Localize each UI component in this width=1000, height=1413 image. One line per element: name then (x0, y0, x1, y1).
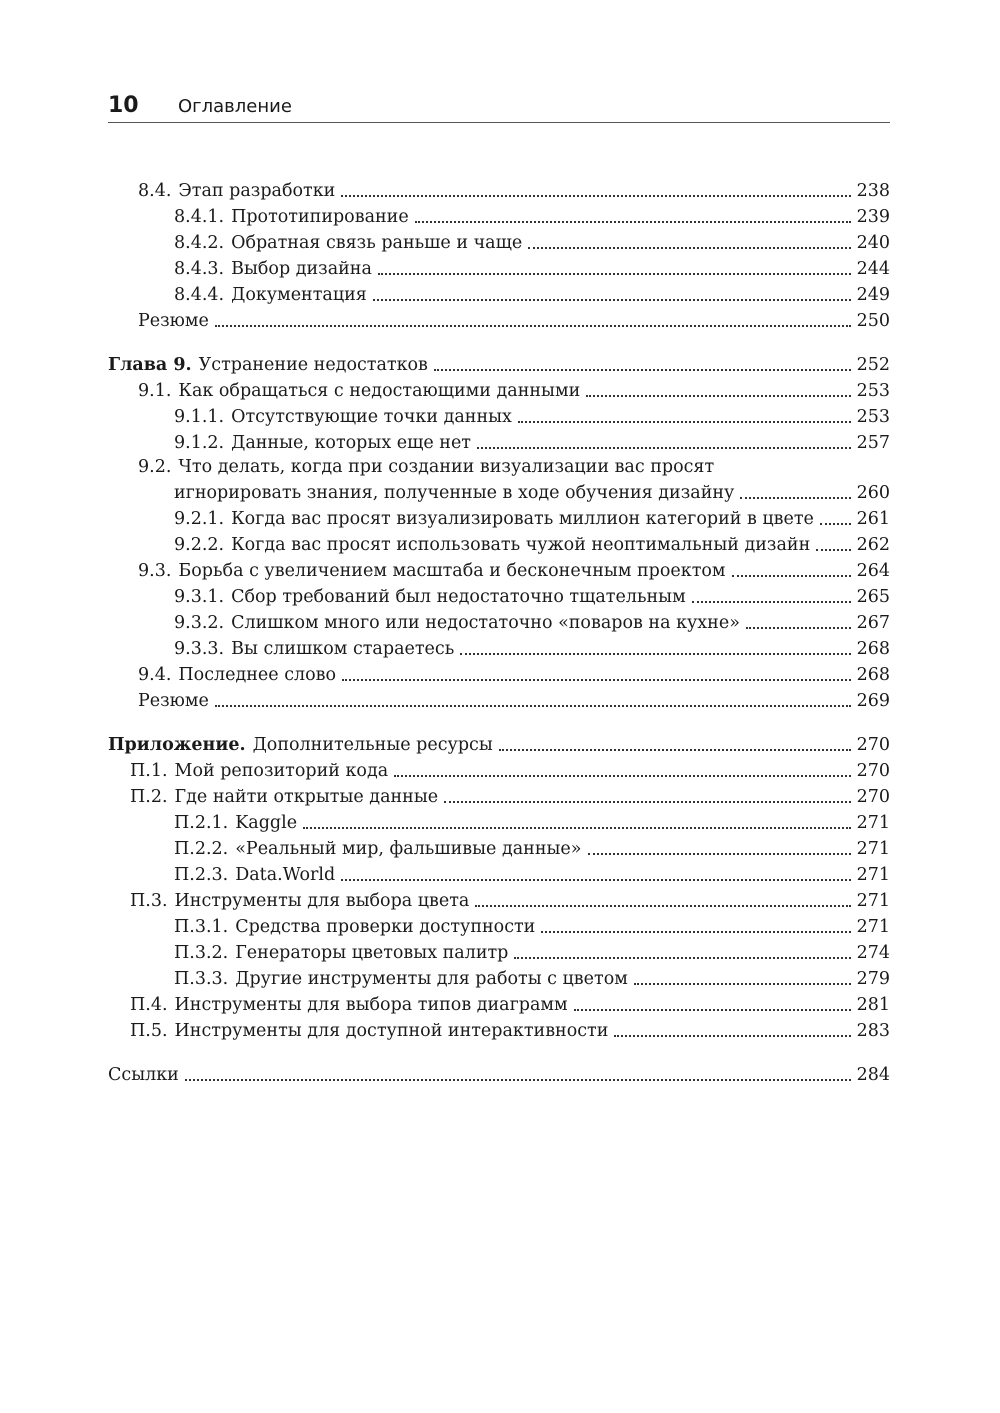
toc-entry-9-2-continued[interactable] (108, 480, 890, 506)
toc-entry-page: 274 (856, 943, 890, 963)
dot-leader (185, 1078, 851, 1081)
toc-entry-page: 253 (856, 381, 890, 401)
running-title: Оглавление (178, 96, 292, 117)
dot-leader (341, 878, 850, 881)
toc-entry-p-3-2[interactable] (108, 940, 890, 966)
toc-entry-page: 260 (856, 483, 890, 503)
toc-entry-title: Документация (231, 285, 367, 305)
toc-entry-summary-8[interactable] (108, 308, 890, 334)
toc-entry-page: 268 (856, 639, 890, 659)
toc-entry-p-3-3[interactable] (108, 966, 890, 992)
toc-entry-9-3[interactable] (108, 558, 890, 584)
toc-entry-number: 8.4.1. (174, 207, 225, 227)
toc-entry-p-3[interactable] (108, 888, 890, 914)
toc-entry-title: Последнее слово (178, 665, 337, 685)
toc-entry-8-4-2[interactable] (108, 230, 890, 256)
toc-entry-page: 257 (856, 433, 890, 453)
toc-entry-title: Когда вас просят использовать чужой неоптимальный дизайн (231, 535, 811, 555)
toc-entry-page: 239 (856, 207, 890, 227)
toc-entry-page: 244 (856, 259, 890, 279)
toc-entry-number: 8.4.4. (174, 285, 225, 305)
dot-leader (574, 1008, 851, 1011)
toc-entry-page: 271 (856, 917, 890, 937)
toc-entry-number: 8.4.3. (174, 259, 225, 279)
toc-entry-page: 271 (856, 813, 890, 833)
toc-entry-8-4-3[interactable] (108, 256, 890, 282)
toc-entry-9-1-2[interactable] (108, 430, 890, 456)
toc-entry-page: 238 (856, 181, 890, 201)
toc-entry-page: 284 (856, 1065, 890, 1085)
toc-entry-number: 9.1. (138, 381, 172, 401)
toc-entry-8-4-4[interactable] (108, 282, 890, 308)
toc-entry-title: Data.World (235, 865, 336, 885)
toc-entry-9-2-1[interactable] (108, 506, 890, 532)
dot-leader (518, 420, 851, 423)
toc-entry-page: 271 (856, 839, 890, 859)
toc-entry-9-4[interactable] (108, 662, 890, 688)
dot-leader (634, 982, 851, 985)
dot-leader (514, 956, 850, 959)
toc-appendix-label: Приложение. (108, 735, 246, 755)
toc-entry-8-4-1[interactable] (108, 204, 890, 230)
toc-entry-page: 253 (856, 407, 890, 427)
toc-entry-references[interactable] (108, 1062, 890, 1088)
dot-leader (215, 324, 851, 327)
toc-entry-p-2-1[interactable] (108, 810, 890, 836)
toc-entry-number: 9.2.2. (174, 535, 225, 555)
toc-entry-number: П.3. (130, 891, 168, 911)
toc-entry-page: 281 (856, 995, 890, 1015)
toc-entry-9-3-1[interactable] (108, 584, 890, 610)
dot-leader (586, 394, 850, 397)
toc-entry-title: Вы слишком стараетесь (231, 639, 455, 659)
toc-entry-9-1-1[interactable] (108, 404, 890, 430)
toc-entry-number: 9.2.1. (174, 509, 225, 529)
table-of-contents (108, 178, 890, 1088)
toc-entry-title: Где найти открытые данные (174, 787, 439, 807)
toc-entry-title: Данные, которых еще нет (231, 433, 471, 453)
toc-entry-page: 261 (856, 509, 890, 529)
toc-entry-title: Ссылки (108, 1065, 179, 1085)
toc-entry-title: Резюме (138, 311, 209, 331)
toc-entry-number: 9.2. (138, 457, 172, 477)
toc-entry-title: Дополнительные ресурсы (252, 735, 493, 755)
toc-entry-page: 264 (856, 561, 890, 581)
toc-entry-number: П.3.3. (174, 969, 229, 989)
toc-entry-number: 9.4. (138, 665, 172, 685)
toc-entry-title: Сбор требований был недостаточно тщательным (231, 587, 686, 607)
toc-entry-title-continued: игнорировать знания, полученные в ходе обучения дизайну (174, 483, 735, 503)
toc-entry-page: 279 (856, 969, 890, 989)
toc-entry-title: Как обращаться с недостающими данными (178, 381, 581, 401)
toc-entry-number: 9.3. (138, 561, 172, 581)
toc-entry-page: 252 (856, 355, 890, 375)
toc-entry-page: 249 (856, 285, 890, 305)
dot-leader (460, 652, 850, 655)
toc-entry-number: 8.4. (138, 181, 172, 201)
toc-entry-summary-9[interactable] (108, 688, 890, 714)
toc-entry-9-3-2[interactable] (108, 610, 890, 636)
toc-entry-number: П.3.2. (174, 943, 229, 963)
toc-entry-title: Слишком много или недостаточно «поваров на кухне» (231, 613, 740, 633)
toc-entry-title: Мой репозиторий кода (174, 761, 389, 781)
toc-entry-title: Обратная связь раньше и чаще (231, 233, 523, 253)
toc-entry-title: Выбор дизайна (231, 259, 372, 279)
toc-entry-title: Прототипирование (231, 207, 409, 227)
toc-entry-title: Что делать, когда при создании визуализации вас просят (178, 457, 715, 477)
toc-entry-title: Средства проверки доступности (235, 917, 536, 937)
dot-leader (341, 194, 850, 197)
toc-entry-number: 9.1.2. (174, 433, 225, 453)
toc-entry-title: Другие инструменты для работы с цветом (235, 969, 628, 989)
toc-entry-title: Инструменты для выбора цвета (174, 891, 470, 911)
dot-leader (394, 774, 850, 777)
toc-entry-page: 262 (856, 535, 890, 555)
toc-entry-number: П.2. (130, 787, 168, 807)
toc-entry-page: 265 (856, 587, 890, 607)
toc-entry-title: Инструменты для выбора типов диаграмм (174, 995, 568, 1015)
toc-entry-9-1[interactable] (108, 378, 890, 404)
toc-entry-title: Генераторы цветовых палитр (235, 943, 509, 963)
toc-entry-page: 268 (856, 665, 890, 685)
toc-entry-title: Отсутствующие точки данных (231, 407, 512, 427)
toc-entry-page: 283 (856, 1021, 890, 1041)
running-header (108, 92, 890, 123)
toc-entry-page: 240 (856, 233, 890, 253)
dot-leader (588, 852, 851, 855)
toc-entry-number: 9.1.1. (174, 407, 225, 427)
toc-entry-title: Резюме (138, 691, 209, 711)
toc-entry-title: Этап разработки (178, 181, 336, 201)
toc-entry-page: 271 (856, 865, 890, 885)
dot-leader (477, 446, 851, 449)
page-number: 10 (108, 93, 139, 118)
dot-leader (378, 272, 851, 275)
toc-entry-chapter-9[interactable] (108, 352, 890, 378)
toc-entry-page: 269 (856, 691, 890, 711)
toc-entry-p-2-2[interactable] (108, 836, 890, 862)
toc-entry-number: П.2.2. (174, 839, 229, 859)
dot-leader (528, 246, 850, 249)
dot-leader (499, 748, 851, 751)
toc-entry-number: П.2.3. (174, 865, 229, 885)
toc-entry-number: П.5. (130, 1021, 168, 1041)
toc-entry-number: П.4. (130, 995, 168, 1015)
dot-leader (541, 930, 850, 933)
dot-leader (746, 626, 851, 629)
toc-entry-p-2-3[interactable] (108, 862, 890, 888)
toc-entry-title: Борьба с увеличением масштаба и бесконечным проектом (178, 561, 726, 581)
toc-entry-p-3-1[interactable] (108, 914, 890, 940)
dot-leader (342, 678, 851, 681)
dot-leader (740, 496, 850, 499)
toc-entry-title: «Реальный мир, фальшивые данные» (235, 839, 582, 859)
dot-leader (614, 1034, 850, 1037)
toc-entry-number: 9.3.3. (174, 639, 225, 659)
toc-entry-page: 250 (856, 311, 890, 331)
dot-leader (816, 548, 850, 551)
toc-entry-9-2-2[interactable] (108, 532, 890, 558)
dot-leader (373, 298, 851, 301)
toc-entry-number: П.2.1. (174, 813, 229, 833)
toc-entry-title: Когда вас просят визуализировать миллион категорий в цвете (231, 509, 814, 529)
toc-entry-appendix[interactable] (108, 732, 890, 758)
toc-entry-8-4[interactable] (108, 178, 890, 204)
toc-entry-page: 270 (856, 761, 890, 781)
toc-entry-p-1[interactable] (108, 758, 890, 784)
toc-chapter-label: Глава 9. (108, 355, 192, 375)
toc-entry-p-5[interactable] (108, 1018, 890, 1044)
toc-entry-number: 9.3.1. (174, 587, 225, 607)
toc-entry-number: П.3.1. (174, 917, 229, 937)
toc-entry-number: 9.3.2. (174, 613, 225, 633)
toc-entry-number: 8.4.2. (174, 233, 225, 253)
dot-leader (415, 220, 851, 223)
dot-leader (820, 522, 851, 525)
toc-entry-p-2[interactable] (108, 784, 890, 810)
toc-entry-page: 270 (856, 787, 890, 807)
toc-entry-9-2[interactable] (108, 456, 890, 480)
dot-leader (444, 800, 850, 803)
dot-leader (303, 826, 851, 829)
dot-leader (215, 704, 851, 707)
dot-leader (732, 574, 851, 577)
dot-leader (692, 600, 851, 603)
dot-leader (434, 368, 851, 371)
toc-entry-page: 271 (856, 891, 890, 911)
dot-leader (475, 904, 850, 907)
toc-entry-9-3-3[interactable] (108, 636, 890, 662)
toc-entry-title: Kaggle (235, 813, 298, 833)
toc-entry-title: Устранение недостатков (198, 355, 428, 375)
toc-entry-title: Инструменты для доступной интерактивности (174, 1021, 609, 1041)
toc-entry-p-4[interactable] (108, 992, 890, 1018)
toc-entry-page: 267 (856, 613, 890, 633)
toc-entry-number: П.1. (130, 761, 168, 781)
toc-entry-page: 270 (856, 735, 890, 755)
